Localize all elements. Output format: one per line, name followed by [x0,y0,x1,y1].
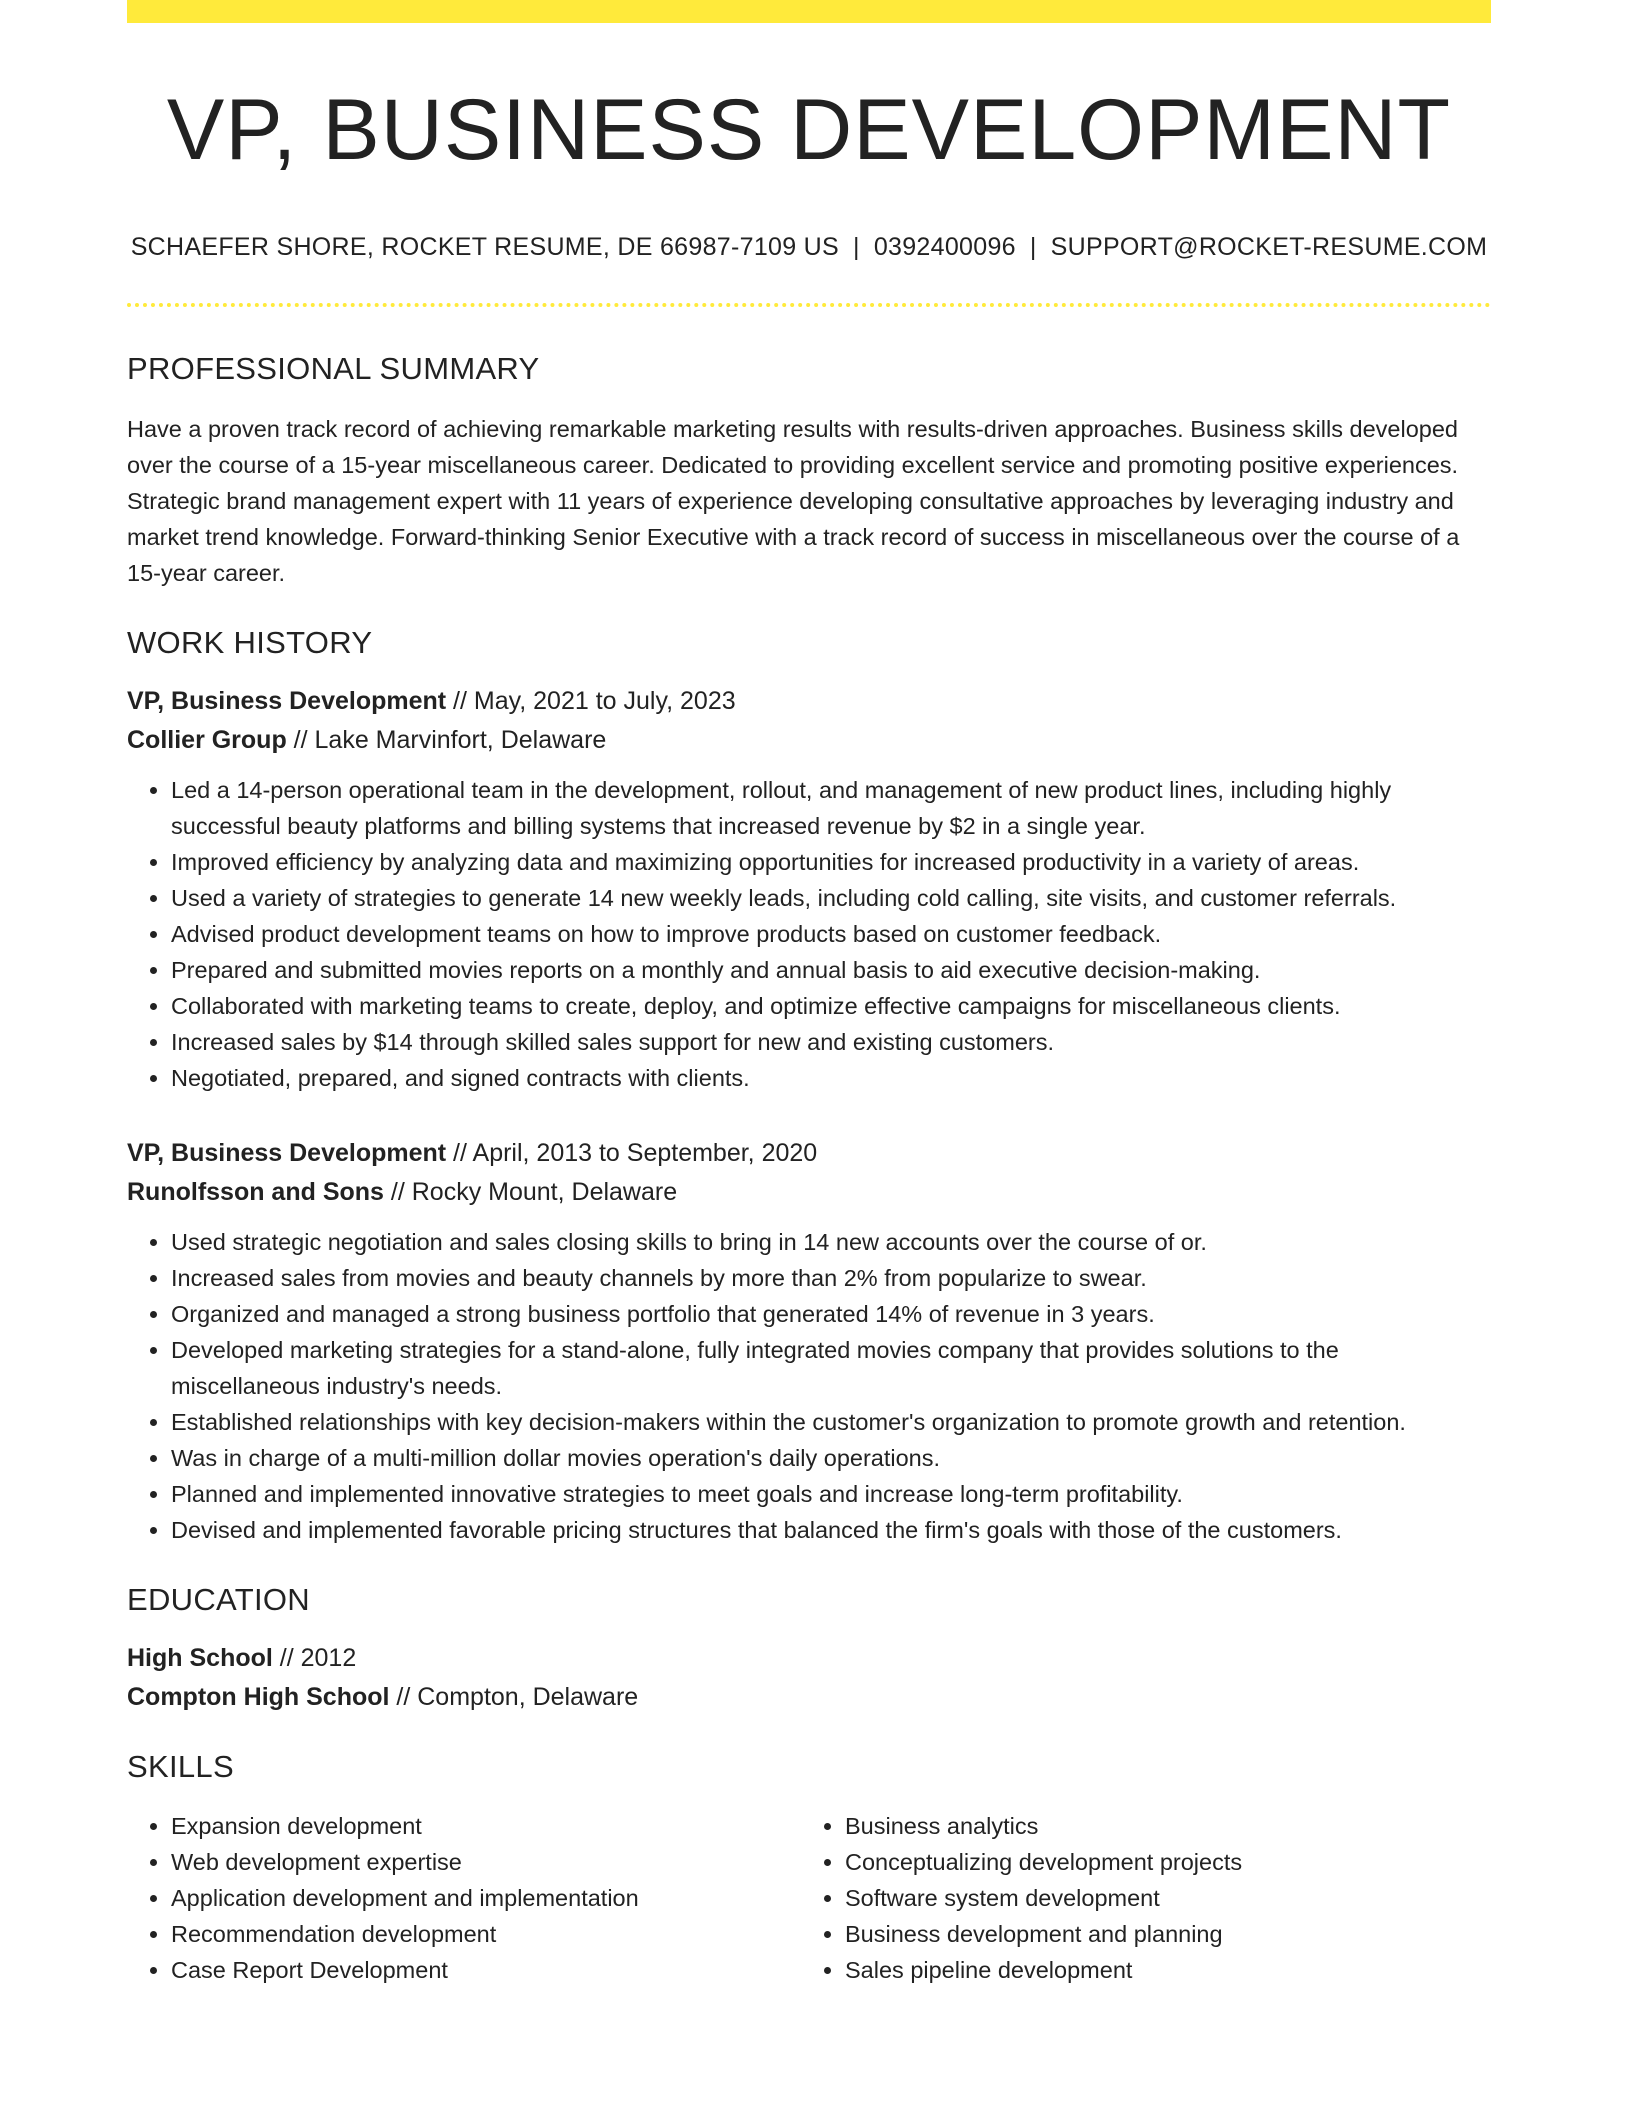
skill-item: • Software system development [845,1880,1475,1916]
education-year: // 2012 [272,1644,357,1672]
education-degree: High School [127,1644,273,1672]
job-dates: // April, 2013 to September, 2020 [446,1139,818,1167]
skills-columns [127,1808,1491,1988]
resume-title: VP, BUSINESS DEVELOPMENT [166,82,1452,178]
contact-separator: | [853,233,860,261]
contact-line [127,233,1491,262]
job-company-line [127,721,1491,760]
skill-item: • Conceptualizing development projects [845,1844,1475,1880]
summary-heading: PROFESSIONAL SUMMARY [127,351,540,386]
job-position-line [127,1134,1491,1173]
education-location: // Compton, Delaware [389,1683,639,1711]
skill-item: • Sales pipeline development [845,1952,1475,1988]
job-location: // Rocky Mount, Delaware [383,1178,678,1206]
job-company-line [127,1173,1491,1212]
list-item: • Established relationships with key decision-makers within the customer's organization to promote growth and retention. [171,1404,1491,1440]
list-item: • Increased sales by $14 through skilled sales support for new and existing customers. [171,1024,1491,1060]
accent-top-bar [127,0,1491,23]
list-item: • Planned and implemented innovative strategies to meet goals and increase long-term profitability. [171,1476,1491,1512]
skill-item: • Web development expertise [171,1844,801,1880]
list-item: • Used a variety of strategies to generate 14 new weekly leads, including cold calling, site visits, and customer referrals. [171,880,1491,916]
education-school-line [127,1678,1491,1717]
list-item: • Devised and implemented favorable pricing structures that balanced the firm's goals with those of the customers. [171,1512,1491,1548]
list-item: • Increased sales from movies and beauty channels by more than 2% from popularize to swear. [171,1260,1491,1296]
list-item: • Led a 14-person operational team in the development, rollout, and management of new product lines, including highly successful beauty platforms and billing systems that increased revenue by $2 in a single year. [171,772,1491,844]
summary-text: Have a proven track record of achieving remarkable marketing results with results-driven approaches. Business skills developed over the course of a 15-year miscellaneous career. Dedicated to providing excellent service and promoting positive experiences. Strategic brand management expert with 11 years of experience developing consultative approaches by leveraging industry and market trend knowledge. Forward-thinking Senior Executive with a track record of success in miscellaneous over the course of a 15-year career. [127,416,1460,586]
skill-item: • Expansion development [171,1808,801,1844]
education-degree-line [127,1639,1491,1678]
job-bullets [127,772,1491,1096]
contact-address: SCHAEFER SHORE, ROCKET RESUME, DE 66987-7109 US [130,233,840,261]
skill-item: • Application development and implementation [171,1880,801,1916]
contact-phone: 0392400096 [873,233,1016,261]
contact-email: SUPPORT@ROCKET-RESUME.COM [1050,233,1488,261]
skills-heading: SKILLS [127,1749,234,1784]
job-dates: // May, 2021 to July, 2023 [446,687,736,715]
job-position: VP, Business Development [127,687,447,715]
education-heading: EDUCATION [127,1582,310,1617]
skill-item: • Recommendation development [171,1916,801,1952]
list-item: • Organized and managed a strong business portfolio that generated 14% of revenue in 3 years. [171,1296,1491,1332]
job-position: VP, Business Development [127,1139,447,1167]
job-location: // Lake Marvinfort, Delaware [286,726,607,754]
job-company: Collier Group [127,726,287,754]
contact-separator: | [1029,233,1037,261]
education-school: Compton High School [127,1683,390,1711]
list-item: • Collaborated with marketing teams to create, deploy, and optimize effective campaigns for miscellaneous clients. [171,988,1491,1024]
skills-right-column [801,1808,1475,1988]
job-entry-2 [127,1134,1491,1548]
list-item: • Negotiated, prepared, and signed contracts with clients. [171,1060,1491,1096]
skill-item: • Business analytics [845,1808,1475,1844]
job-entry-1 [127,682,1491,1096]
job-company: Runolfsson and Sons [127,1178,384,1206]
skill-item: • Business development and planning [845,1916,1475,1952]
job-bullets [127,1224,1491,1548]
list-item: • Prepared and submitted movies reports on a monthly and annual basis to aid executive decision-making. [171,952,1491,988]
resume-page [127,0,1491,1988]
list-item: • Improved efficiency by analyzing data and maximizing opportunities for increased productivity in a variety of areas. [171,844,1491,880]
skill-item: • Case Report Development [171,1952,801,1988]
job-position-line [127,682,1491,721]
list-item: • Advised product development teams on how to improve products based on customer feedback. [171,916,1491,952]
dotted-divider [127,303,1491,307]
list-item: • Used strategic negotiation and sales closing skills to bring in 14 new accounts over the course of or. [171,1224,1491,1260]
list-item: • Was in charge of a multi-million dollar movies operation's daily operations. [171,1440,1491,1476]
list-item: • Developed marketing strategies for a stand-alone, fully integrated movies company that provides solutions to the miscellaneous industry's needs. [171,1332,1491,1404]
work-history-heading: WORK HISTORY [127,625,373,660]
skills-left-column [127,1808,801,1988]
